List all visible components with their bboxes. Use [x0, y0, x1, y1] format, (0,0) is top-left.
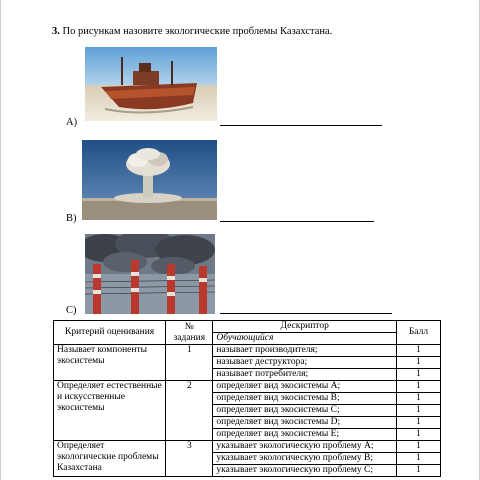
question-3	[52, 26, 332, 37]
score-cell: 1	[396, 417, 440, 429]
descriptor-cell: определяет вид экосистемы D;	[213, 417, 397, 429]
descriptor-cell: определяет вид экосистемы В;	[213, 393, 397, 405]
table-header-row	[54, 321, 441, 333]
header-descriptor-sub: Обучающийся	[213, 333, 397, 345]
score-cell: 1	[396, 381, 440, 393]
option-label-a: A)	[66, 117, 78, 128]
descriptor-cell: указывает экологическую проблему А;	[213, 441, 397, 453]
option-label-b: B)	[66, 213, 77, 224]
score-cell: 1	[396, 465, 440, 477]
descriptor-cell: называет деструктора;	[213, 357, 397, 369]
header-score: Балл	[396, 321, 440, 345]
question-text: По рисункам назовите экологические проблемы Казахстана.	[62, 26, 333, 37]
descriptor-cell: указывает экологическую проблему С;	[213, 465, 397, 477]
mushroom-cloud-image	[82, 140, 217, 220]
option-label-c: C)	[66, 305, 77, 316]
criterion-cell: Определяет экологические проблемы Казахстана	[54, 441, 166, 477]
header-task-number: № задания	[166, 321, 213, 345]
task-number-cell: 1	[166, 345, 213, 381]
score-cell: 1	[396, 393, 440, 405]
descriptor-cell: называет потребителя;	[213, 369, 397, 381]
descriptor-cell: определяет вид экосистемы Е;	[213, 429, 397, 441]
header-descriptor: Дескриптор	[213, 321, 397, 333]
task-number-cell: 2	[166, 381, 213, 441]
table-row	[54, 381, 441, 393]
score-cell: 1	[396, 357, 440, 369]
descriptor-cell: определяет вид экосистемы А;	[213, 381, 397, 393]
header-criterion: Критерий оценивания	[54, 321, 166, 345]
descriptor-cell: указывает экологическую проблему В;	[213, 453, 397, 465]
table-row	[54, 441, 441, 453]
score-cell: 1	[396, 369, 440, 381]
answer-line-b[interactable]	[220, 221, 374, 222]
descriptor-cell: называет производителя;	[213, 345, 397, 357]
score-cell: 1	[396, 453, 440, 465]
score-cell: 1	[396, 405, 440, 417]
task-number-cell: 3	[166, 441, 213, 477]
score-cell: 1	[396, 345, 440, 357]
score-cell: 1	[396, 441, 440, 453]
question-number: 3.	[52, 26, 60, 37]
table-row	[54, 345, 441, 357]
score-cell: 1	[396, 429, 440, 441]
answer-line-c[interactable]	[220, 313, 392, 314]
criterion-cell: Определяет естественные и искусственные экосистемы	[54, 381, 166, 441]
descriptor-cell: определяет вид экосистемы С;	[213, 405, 397, 417]
answer-line-a[interactable]	[220, 125, 382, 126]
ship-wreck-desert-image	[85, 47, 217, 121]
rubric-table	[53, 320, 441, 477]
factory-smokestacks-image	[85, 234, 215, 314]
criterion-cell: Называет компоненты экосистемы	[54, 345, 166, 381]
